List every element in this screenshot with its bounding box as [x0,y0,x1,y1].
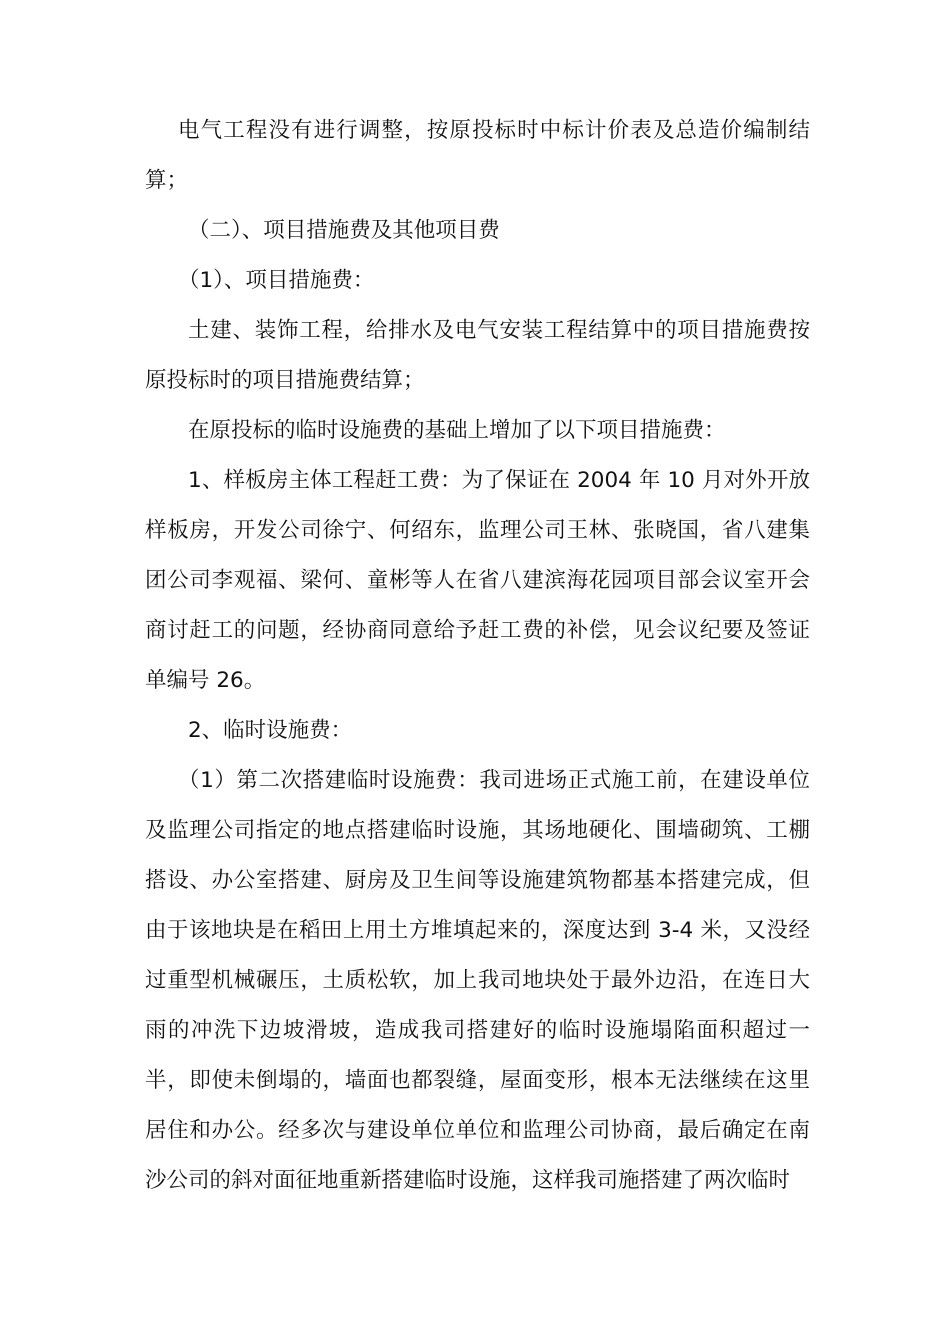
subsection-heading-measure-fees: （1）、项目措施费： [178,268,375,293]
document-body [145,106,810,1206]
paragraph-second-temporary-facilities: （1）第二次搭建临时设施费：我司进场正式施工前，在建设单位及监理公司指定的地点搭建临时设施，其场地硬化、围墙砌筑、工棚搭设、办公室搭建、厨房及卫生间等设施建筑物都基本搭建完成，但由于该地块是在稻田上用土方堆填起来的，深度达到 3-4 米，又没经过重型机械碾压，土质松软，加上我司地块处于最外边沿，在连日大雨的冲洗下边坡滑坡，造成我司搭建好的临时设施塌陷面积超过一半，即使未倒塌的，墙面也都裂缝，屋面变形，根本无法继续在这里居住和办公。经多次与建设单位单位和监理公司协商，最后确定在南沙公司的斜对面征地重新搭建临时设施，这样我司施搭建了两次临时 [145,768,810,1193]
section-heading-measures-and-other-fees: （二）、项目措施费及其他项目费 [188,218,500,243]
paragraph-measure-fee-settlement: 土建、装饰工程，给排水及电气安装工程结算中的项目措施费按原投标时的项目措施费结算； [145,318,810,393]
paragraph-added-measure-fees: 在原投标的临时设施费的基础上增加了以下项目措施费： [188,418,726,443]
paragraph-electrical-settlement: 电气工程没有进行调整，按原投标时中标计价表及总造价编制结算； [145,118,810,193]
subsection-heading-temporary-facilities: 2、临时设施费： [188,718,353,743]
paragraph-rush-work-fee: 1、样板房主体工程赶工费：为了保证在 2004 年 10 月对外开放样板房，开发公司徐宁、何绍东，监理公司王林、张晓国，省八建集团公司李观福、梁何、童彬等人在省八建滨海花园项目部会议室开会商讨赶工的问题，经协商同意给予赶工费的补偿，见会议纪要及签证单编号 26。 [145,468,810,693]
